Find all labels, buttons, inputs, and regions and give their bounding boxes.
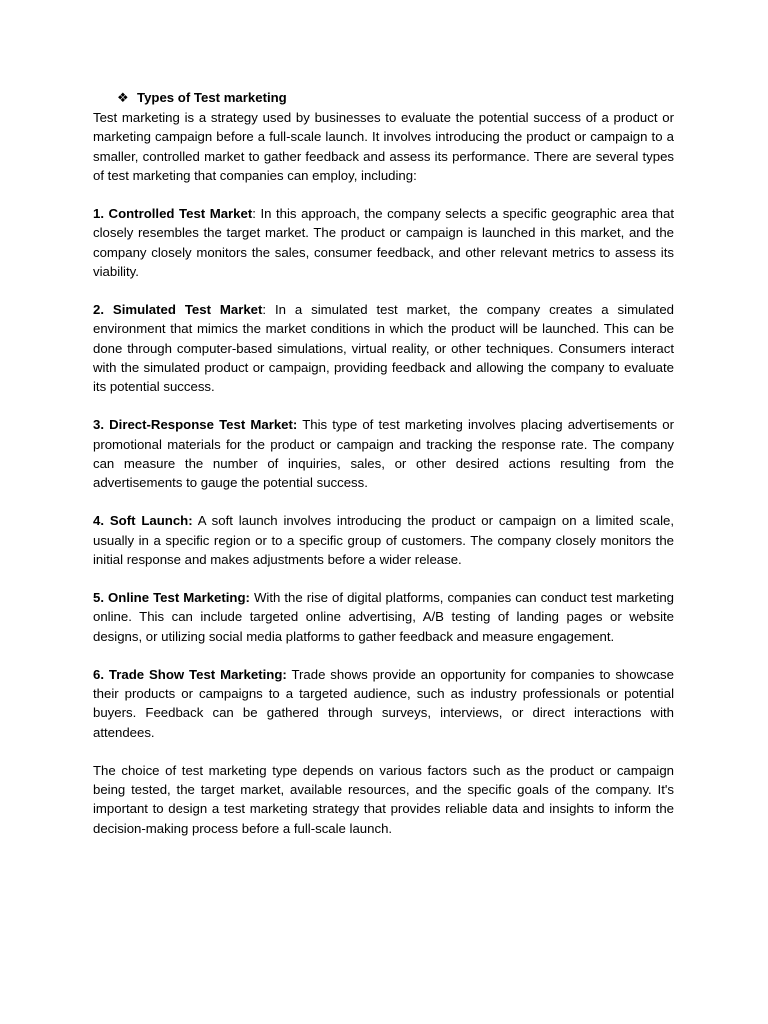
conclusion-paragraph: The choice of test marketing type depends on various factors such as the product or campaign being tested, the target market, available resources, and the specific goals of the company. It's important to design a test marketing strategy that provides reliable data and insights to inform the decision-making process before a full-scale launch.	[93, 763, 674, 836]
type-title: 2. Simulated Test Market	[93, 302, 263, 318]
type-separator: :	[252, 206, 256, 222]
section-heading	[93, 88, 674, 107]
document-page	[93, 88, 674, 857]
type-text: A soft launch involves introducing the product or campaign on a limited scale, usually in a specific region or to a specific group of customers. The company closely monitors the initial response and makes adjustments before a wider release.	[93, 513, 674, 567]
type-title: 4. Soft Launch:	[93, 513, 193, 529]
type-text: With the rise of digital platforms, companies can conduct test marketing online. This can include targeted online advertising, A/B testing of landing pages or website designs, or utilizing social media platforms to gather feedback and measure engagement.	[93, 590, 674, 644]
type-title: 6. Trade Show Test Marketing:	[93, 667, 287, 682]
type-text: In a simulated test market, the company creates a simulated environment that mimics the market conditions in which the product will be launched. This can be done through computer-based simulations, virtual reality, or other techniques. Consumers interact with the simulated product or campaign, providing feedback and allowing the company to evaluate its potential success.	[93, 302, 674, 395]
type-separator: :	[262, 302, 267, 318]
type-text: This type of test marketing involves placing advertisements or promotional materials for the product or campaign and tracking the response rate. The company can measure the number of inquiries, sales, or other desired actions resulting from the advertisements to gauge the potential success.	[93, 417, 674, 491]
type-paragraph-simulated	[93, 300, 674, 396]
type-paragraph-online	[93, 588, 674, 646]
type-text: In this approach, the company selects a specific geographic area that closely resembles the target market. The product or campaign is launched in this market, and the company closely monitors the sales, consumer feedback, and other relevant metrics to assess its viability.	[93, 206, 674, 279]
section-heading-title: Types of Test marketing	[137, 90, 287, 105]
type-paragraph-trade-show	[93, 665, 674, 742]
type-paragraph-soft-launch	[93, 511, 674, 569]
type-paragraph-controlled	[93, 204, 674, 281]
intro-paragraph: Test marketing is a strategy used by businesses to evaluate the potential success of a product or marketing campaign before a full-scale launch. It involves introducing the product or campaign to a smaller, controlled market to gather feedback and assess its performance. There are several types of test marketing that companies can employ, including:	[93, 110, 674, 183]
type-text: Trade shows provide an opportunity for companies to showcase their products or campaigns to a targeted audience, such as industry professionals or potential buyers. Feedback can be gathered through surveys, interviews, or direct interactions with attendees.	[93, 667, 674, 740]
type-title: 5. Online Test Marketing:	[93, 590, 250, 606]
type-paragraph-direct-response	[93, 415, 674, 492]
type-title: 1. Controlled Test Market	[93, 206, 253, 222]
type-title: 3. Direct-Response Test Market:	[93, 417, 298, 433]
diamond-bullet-icon: ❖	[117, 90, 129, 105]
